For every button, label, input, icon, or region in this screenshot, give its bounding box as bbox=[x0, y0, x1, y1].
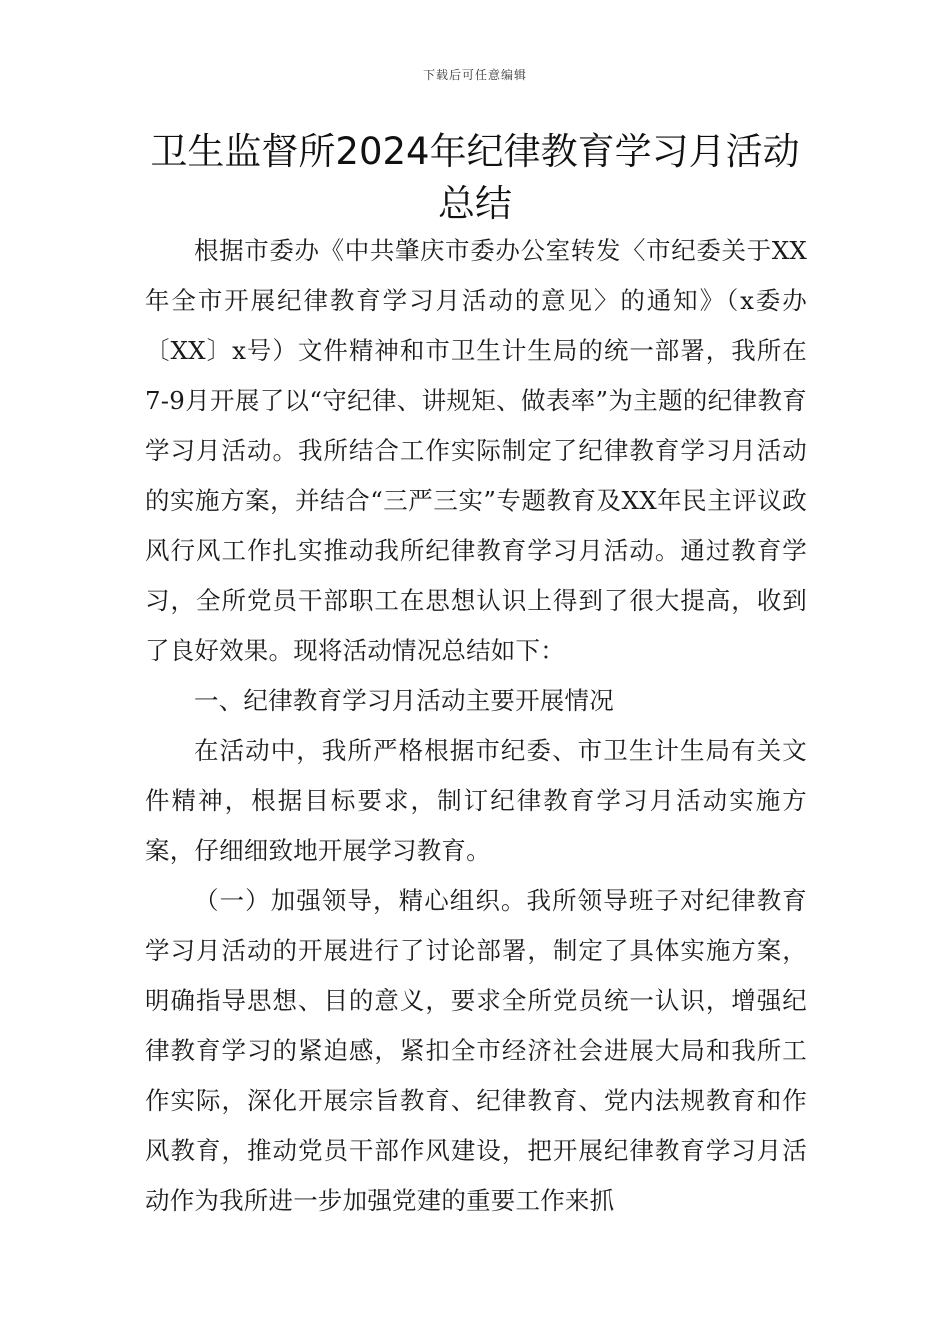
paragraph-section-1: 在活动中，我所严格根据市纪委、市卫生计生局有关文件精神，根据目标要求，制订纪律教育学习月活动实施方案，仔细细致地开展学习教育。 bbox=[145, 736, 807, 865]
document-title: 卫生监督所2024年纪律教育学习月活动总结 bbox=[150, 130, 800, 225]
document-body bbox=[145, 226, 807, 1226]
header-note: 下载后可任意编辑 bbox=[422, 68, 527, 82]
section-heading-1: 一、纪律教育学习月活动主要开展情况 bbox=[194, 686, 614, 715]
paragraph-intro: 根据市委办《中共肇庆市委办公室转发〈市纪委关于XX年全市开展纪律教育学习月活动的意见〉的通知》（x委办〔XX〕x号）文件精神和市卫生计生局的统一部署，我所在7-9月开展了以“守纪律、讲规矩、做表率”为主题的纪律教育学习月活动。我所结合工作实际制定了纪律教育学习月活动的实施方案，并结合“三严三实”专题教育及XX年民主评议政风行风工作扎实推动我所纪律教育学习月活动。通过教育学习，全所党员干部职工在思想认识上得到了很大提高，收到了良好效果。现将活动情况总结如下： bbox=[145, 236, 807, 665]
paragraph-subsection-1: （一）加强领导，精心组织。我所领导班子对纪律教育学习月活动的开展进行了讨论部署，制定了具体实施方案，明确指导思想、目的意义，要求全所党员统一认识，增强纪律教育学习的紧迫感，紧扣全市经济社会进展大局和我所工作实际，深化开展宗旨教育、纪律教育、党内法规教育和作风教育，推动党员干部作风建设，把开展纪律教育学习月活动作为我所进一步加强党建的重要工作来抓 bbox=[145, 886, 807, 1215]
